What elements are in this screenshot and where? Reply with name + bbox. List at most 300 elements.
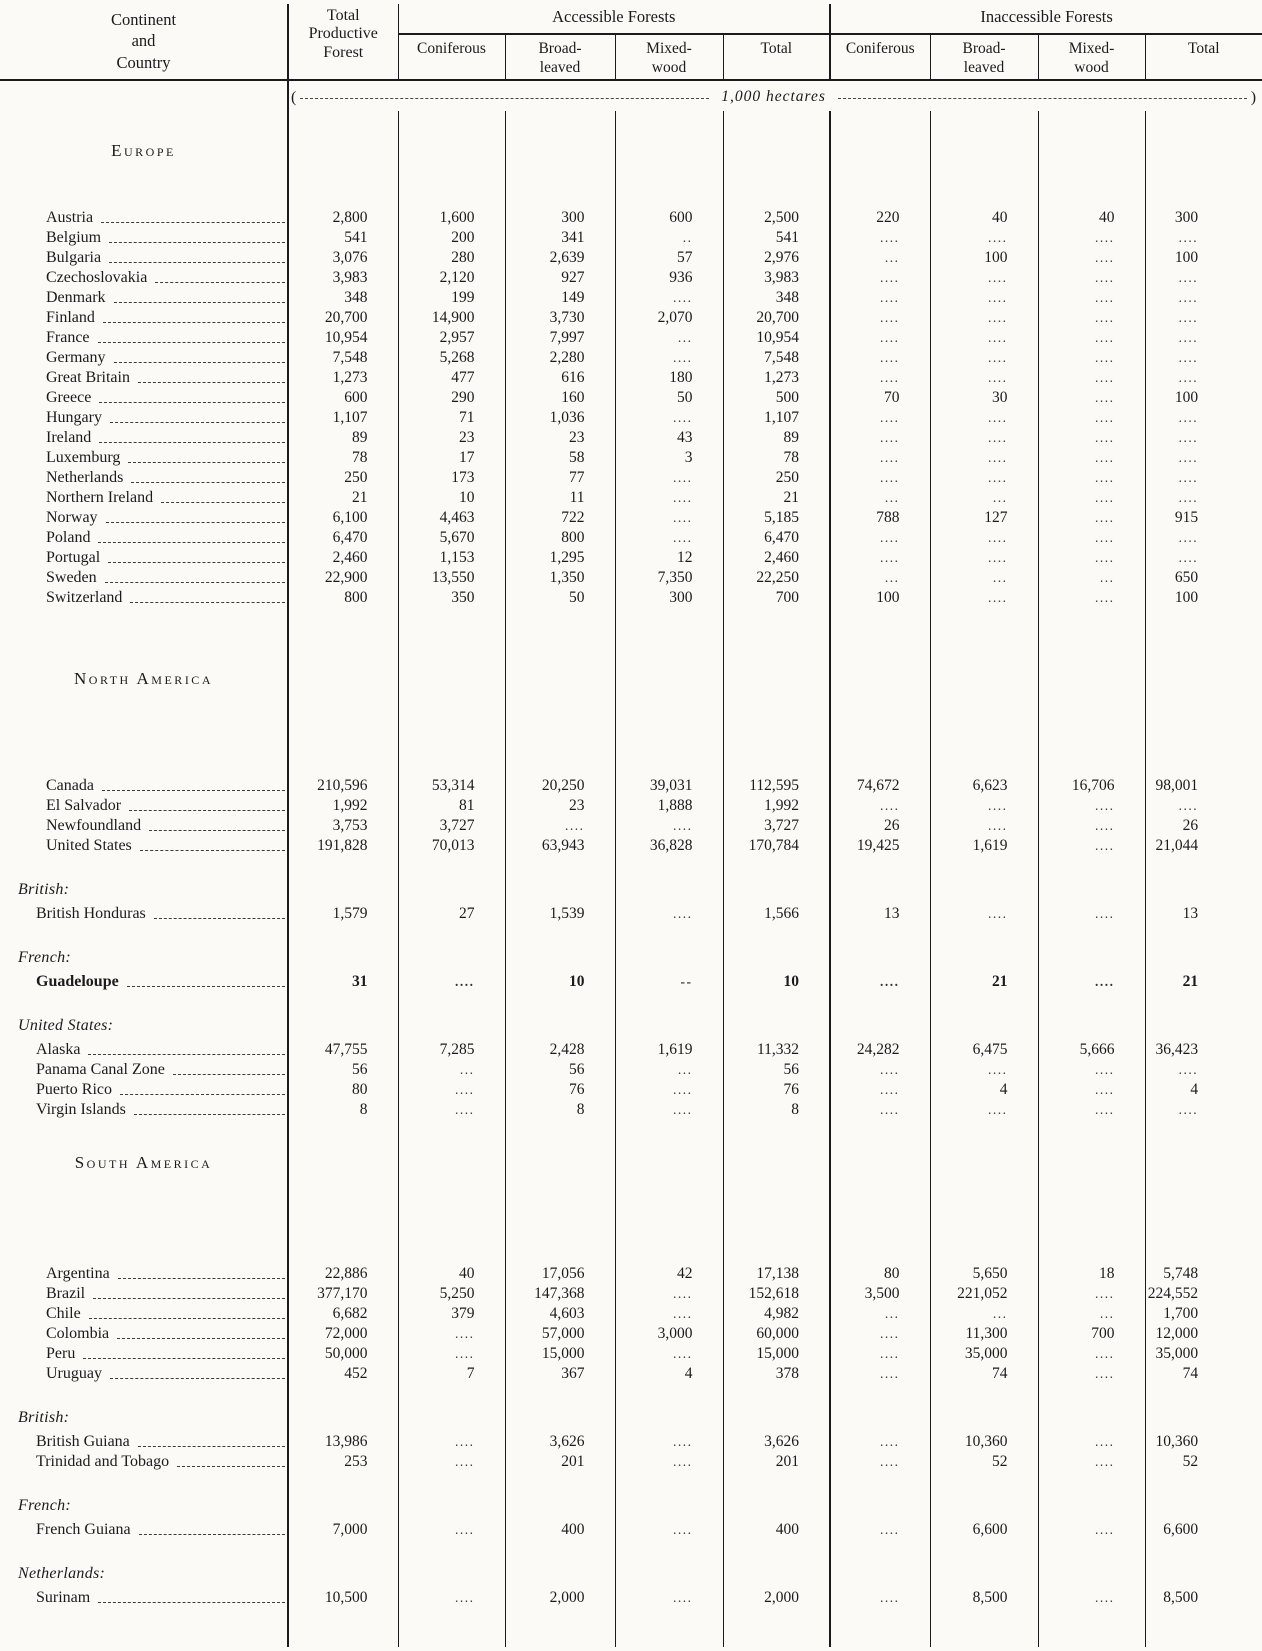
col-header-inaccessible-mixedwood: Mixed- wood: [1038, 34, 1145, 80]
value-cell-accessible_broadleaved: 3,626: [505, 1431, 615, 1451]
group-cell: [830, 1405, 930, 1427]
value-cell-inaccessible_coniferous: ....: [830, 795, 930, 815]
section-cell: [1145, 137, 1262, 163]
value-cell-inaccessible_broadleaved: ....: [930, 903, 1038, 923]
country-name: Austria: [46, 209, 94, 226]
value-cell-inaccessible_broadleaved: ....: [930, 1099, 1038, 1119]
country-name: Netherlands: [46, 469, 124, 486]
value-cell-inaccessible_mixedwood: ....: [1038, 367, 1145, 387]
value-cell-inaccessible_broadleaved: 4: [930, 1079, 1038, 1099]
value-cell-inaccessible_coniferous: ....: [830, 1431, 930, 1451]
spacer-cell: [288, 111, 398, 137]
value-cell-accessible_total: 400: [723, 1519, 830, 1539]
country-name-cell: [0, 1283, 288, 1303]
value-cell-inaccessible_broadleaved: ...: [930, 1303, 1038, 1323]
spacer-cell: [0, 111, 288, 137]
country-row: [0, 567, 1262, 587]
country-name-cell: [0, 1451, 288, 1471]
country-row: [0, 1263, 1262, 1283]
value-cell-inaccessible_mixedwood: 18: [1038, 1263, 1145, 1283]
value-cell-accessible_coniferous: ....: [398, 1323, 505, 1343]
value-cell-inaccessible_mixedwood: ...: [1038, 567, 1145, 587]
group-cell: [505, 1561, 615, 1583]
value-cell-accessible_coniferous: ....: [398, 1343, 505, 1363]
spacer-cell: [1038, 991, 1145, 1013]
value-cell-accessible_coniferous: 4,463: [398, 507, 505, 527]
value-cell-accessible_mixedwood: ....: [615, 1079, 723, 1099]
value-cell-accessible_mixedwood: ....: [615, 487, 723, 507]
value-cell-total_productive_forest: 13,986: [288, 1431, 398, 1451]
country-row: [0, 327, 1262, 347]
spacer-cell: [505, 163, 615, 207]
country-cell: [0, 448, 287, 467]
value-cell-accessible_broadleaved: 927: [505, 267, 615, 287]
value-cell-accessible_total: 170,784: [723, 835, 830, 855]
spacer-cell: [830, 607, 930, 665]
section-cell: [398, 1149, 505, 1175]
value-cell-inaccessible_total: 8,500: [1145, 1587, 1262, 1607]
spacer-cell: [0, 1383, 288, 1405]
value-cell-inaccessible_mixedwood: ....: [1038, 447, 1145, 467]
value-cell-inaccessible_broadleaved: ....: [930, 287, 1038, 307]
spacer-cell: [830, 1607, 930, 1647]
value-cell-inaccessible_coniferous: 26: [830, 815, 930, 835]
value-cell-accessible_total: 201: [723, 1451, 830, 1471]
section-cell: [1145, 1149, 1262, 1175]
value-cell-accessible_total: 7,548: [723, 347, 830, 367]
value-cell-inaccessible_total: 300: [1145, 207, 1262, 227]
value-cell-inaccessible_coniferous: 788: [830, 507, 930, 527]
value-cell-inaccessible_mixedwood: ....: [1038, 1343, 1145, 1363]
dotted-leader: [103, 322, 285, 323]
dotted-leader: [149, 830, 285, 831]
spacer-cell: [1145, 991, 1262, 1013]
section-cell: [505, 665, 615, 691]
country-name: Belgium: [46, 229, 102, 246]
section-cell: [930, 1149, 1038, 1175]
value-cell-inaccessible_broadleaved: 52: [930, 1451, 1038, 1471]
spacer-cell: [930, 111, 1038, 137]
spacer-cell: [723, 991, 830, 1013]
country-cell: [0, 1080, 287, 1099]
country-name: British Guiana: [36, 1433, 130, 1450]
value-cell-accessible_total: 3,983: [723, 267, 830, 287]
value-cell-inaccessible_coniferous: ....: [830, 971, 930, 991]
country-cell: [0, 368, 287, 387]
country-name: Panama Canal Zone: [36, 1061, 165, 1078]
value-cell-inaccessible_total: 36,423: [1145, 1039, 1262, 1059]
country-name: Luxemburg: [46, 449, 121, 466]
value-cell-total_productive_forest: 377,170: [288, 1283, 398, 1303]
value-cell-inaccessible_broadleaved: ....: [930, 407, 1038, 427]
spacer-cell: [1038, 607, 1145, 665]
spacer-cell: [0, 1471, 288, 1493]
dashed-leader: [838, 98, 1247, 99]
country-cell: [0, 836, 287, 855]
spacer-cell: [615, 1119, 723, 1149]
spacer-cell: [505, 111, 615, 137]
group-label: British:: [18, 1409, 70, 1426]
country-cell: [0, 228, 287, 247]
group-cell: [830, 1561, 930, 1583]
spacer-cell: [288, 991, 398, 1013]
country-name: Peru: [46, 1345, 76, 1362]
value-cell-inaccessible_broadleaved: ....: [930, 527, 1038, 547]
spacer-cell: [615, 1607, 723, 1647]
group-cell: [0, 1013, 288, 1035]
section-cell: [830, 1149, 930, 1175]
country-name: Germany: [46, 349, 106, 366]
section-cell: [615, 665, 723, 691]
group-cell: [1145, 1493, 1262, 1515]
value-cell-inaccessible_mixedwood: ....: [1038, 427, 1145, 447]
spacer-cell: [505, 1175, 615, 1263]
country-row: [0, 227, 1262, 247]
group-cell: [830, 1013, 930, 1035]
value-cell-inaccessible_mixedwood: ....: [1038, 1587, 1145, 1607]
spacer-cell: [830, 163, 930, 207]
value-cell-inaccessible_coniferous: ....: [830, 1343, 930, 1363]
section-title: Europe: [111, 140, 176, 160]
section-cell: [288, 1149, 398, 1175]
spacer-cell: [830, 855, 930, 877]
value-cell-inaccessible_total: 650: [1145, 567, 1262, 587]
value-cell-inaccessible_coniferous: 13: [830, 903, 930, 923]
group-cell: [930, 1013, 1038, 1035]
value-cell-accessible_total: 15,000: [723, 1343, 830, 1363]
dashed-leader: [300, 98, 709, 99]
spacer-row: [0, 1383, 1262, 1405]
value-cell-accessible_coniferous: 477: [398, 367, 505, 387]
value-cell-accessible_coniferous: 71: [398, 407, 505, 427]
value-cell-accessible_total: 378: [723, 1363, 830, 1383]
country-cell: [0, 1588, 287, 1607]
value-cell-inaccessible_coniferous: ....: [830, 1059, 930, 1079]
country-name-cell: [0, 207, 288, 227]
value-cell-inaccessible_broadleaved: 11,300: [930, 1323, 1038, 1343]
country-name-cell: [0, 1431, 288, 1451]
value-cell-accessible_broadleaved: 7,997: [505, 327, 615, 347]
value-cell-accessible_broadleaved: 367: [505, 1363, 615, 1383]
value-cell-accessible_total: 76: [723, 1079, 830, 1099]
value-cell-accessible_broadleaved: 341: [505, 227, 615, 247]
spacer-row: [0, 855, 1262, 877]
header-line: Total: [326, 7, 360, 24]
spacer-cell: [1145, 1175, 1262, 1263]
value-cell-accessible_coniferous: ....: [398, 1587, 505, 1607]
value-cell-accessible_broadleaved: 50: [505, 587, 615, 607]
dotted-leader: [106, 522, 285, 523]
spacer-cell: [398, 1539, 505, 1561]
value-cell-accessible_total: 152,618: [723, 1283, 830, 1303]
value-cell-inaccessible_broadleaved: 40: [930, 207, 1038, 227]
value-cell-inaccessible_mixedwood: ....: [1038, 971, 1145, 991]
group-cell: [930, 945, 1038, 967]
country-name-cell: [0, 1039, 288, 1059]
country-name-cell: [0, 775, 288, 795]
spacer-cell: [930, 1607, 1038, 1647]
spacer-cell: [288, 1471, 398, 1493]
value-cell-inaccessible_broadleaved: ....: [930, 427, 1038, 447]
spacer-cell: [723, 1539, 830, 1561]
country-cell: [0, 248, 287, 267]
section-cell: [1038, 1149, 1145, 1175]
country-row: [0, 407, 1262, 427]
section-cell: [930, 665, 1038, 691]
spacer-cell: [505, 923, 615, 945]
group-cell: [615, 945, 723, 967]
value-cell-total_productive_forest: 348: [288, 287, 398, 307]
value-cell-accessible_total: 10: [723, 971, 830, 991]
country-name-cell: [0, 427, 288, 447]
value-cell-inaccessible_total: 100: [1145, 247, 1262, 267]
country-name: Portugal: [46, 549, 101, 566]
value-cell-inaccessible_total: ....: [1145, 1059, 1262, 1079]
value-cell-accessible_total: 1,273: [723, 367, 830, 387]
value-cell-accessible_broadleaved: 56: [505, 1059, 615, 1079]
value-cell-accessible_mixedwood: --: [615, 971, 723, 991]
value-cell-inaccessible_mixedwood: 40: [1038, 207, 1145, 227]
group-cell: [398, 1405, 505, 1427]
value-cell-total_productive_forest: 8: [288, 1099, 398, 1119]
value-cell-accessible_broadleaved: 1,295: [505, 547, 615, 567]
group-cell: [1145, 945, 1262, 967]
value-cell-inaccessible_total: 52: [1145, 1451, 1262, 1471]
spacer-cell: [1038, 1383, 1145, 1405]
country-name-cell: [0, 467, 288, 487]
value-cell-inaccessible_mixedwood: ....: [1038, 387, 1145, 407]
value-cell-accessible_mixedwood: ....: [615, 903, 723, 923]
country-row: [0, 1519, 1262, 1539]
country-row: [0, 1587, 1262, 1607]
value-cell-inaccessible_coniferous: ....: [830, 447, 930, 467]
value-cell-inaccessible_broadleaved: 8,500: [930, 1587, 1038, 1607]
country-cell: [0, 308, 287, 327]
value-cell-inaccessible_coniferous: ....: [830, 267, 930, 287]
value-cell-inaccessible_broadleaved: 6,475: [930, 1039, 1038, 1059]
value-cell-total_productive_forest: 210,596: [288, 775, 398, 795]
spacer-cell: [1038, 163, 1145, 207]
value-cell-accessible_coniferous: 23: [398, 427, 505, 447]
spacer-cell: [398, 607, 505, 665]
dotted-leader: [120, 1094, 285, 1095]
value-cell-accessible_total: 21: [723, 487, 830, 507]
spacer-cell: [505, 1471, 615, 1493]
country-cell: [0, 972, 287, 991]
value-cell-accessible_broadleaved: 11: [505, 487, 615, 507]
group-cell: [930, 1561, 1038, 1583]
value-cell-inaccessible_mixedwood: ....: [1038, 795, 1145, 815]
value-cell-inaccessible_coniferous: ...: [830, 487, 930, 507]
group-label-row: [0, 945, 1262, 967]
value-cell-accessible_coniferous: ....: [398, 1099, 505, 1119]
country-row: [0, 835, 1262, 855]
spacer-cell: [398, 1119, 505, 1149]
country-name-cell: [0, 287, 288, 307]
spacer-cell: [0, 607, 288, 665]
spacer-cell: [1038, 855, 1145, 877]
value-cell-accessible_total: 10,954: [723, 327, 830, 347]
spacer-cell: [505, 991, 615, 1013]
group-cell: [615, 1013, 723, 1035]
spacer-cell: [505, 607, 615, 665]
value-cell-accessible_mixedwood: 3,000: [615, 1323, 723, 1343]
group-cell: [1145, 877, 1262, 899]
value-cell-inaccessible_mixedwood: ....: [1038, 507, 1145, 527]
group-cell: [830, 945, 930, 967]
value-cell-inaccessible_total: ....: [1145, 467, 1262, 487]
country-name: Guadeloupe: [36, 973, 119, 990]
col-header-inaccessible-broadleaved: Broad- leaved: [930, 34, 1038, 80]
units-open-paren: (: [291, 89, 297, 106]
value-cell-inaccessible_total: ....: [1145, 547, 1262, 567]
country-name-cell: [0, 307, 288, 327]
value-cell-inaccessible_total: 6,600: [1145, 1519, 1262, 1539]
value-cell-inaccessible_total: ....: [1145, 347, 1262, 367]
spacer-cell: [398, 923, 505, 945]
value-cell-accessible_mixedwood: ....: [615, 287, 723, 307]
group-label: Netherlands:: [18, 1565, 106, 1582]
value-cell-inaccessible_coniferous: ....: [830, 427, 930, 447]
country-name-cell: [0, 1587, 288, 1607]
value-cell-accessible_coniferous: 5,250: [398, 1283, 505, 1303]
value-cell-inaccessible_total: 224,552: [1145, 1283, 1262, 1303]
country-row: [0, 1451, 1262, 1471]
country-row: [0, 1323, 1262, 1343]
value-cell-accessible_coniferous: ....: [398, 1519, 505, 1539]
spacer-cell: [1145, 1539, 1262, 1561]
value-cell-accessible_total: 1,107: [723, 407, 830, 427]
value-cell-accessible_total: 2,976: [723, 247, 830, 267]
value-cell-accessible_coniferous: 2,957: [398, 327, 505, 347]
value-cell-total_productive_forest: 7,000: [288, 1519, 398, 1539]
col-header-inaccessible-coniferous: Coniferous: [830, 34, 930, 80]
group-cell: [1038, 1013, 1145, 1035]
value-cell-total_productive_forest: 541: [288, 227, 398, 247]
spacer-cell: [930, 607, 1038, 665]
country-cell: [0, 428, 287, 447]
spacer-cell: [1145, 1383, 1262, 1405]
value-cell-accessible_coniferous: 53,314: [398, 775, 505, 795]
group-cell: [1038, 1405, 1145, 1427]
country-cell: [0, 1304, 287, 1323]
value-cell-inaccessible_mixedwood: ....: [1038, 903, 1145, 923]
section-cell: [830, 137, 930, 163]
value-cell-accessible_broadleaved: 400: [505, 1519, 615, 1539]
spacer-cell: [398, 1175, 505, 1263]
value-cell-accessible_total: 17,138: [723, 1263, 830, 1283]
value-cell-accessible_coniferous: 1,600: [398, 207, 505, 227]
section-cell: [0, 1149, 288, 1175]
value-cell-inaccessible_broadleaved: ....: [930, 267, 1038, 287]
value-cell-accessible_mixedwood: ....: [615, 1283, 723, 1303]
country-cell: [0, 1264, 287, 1283]
spacer-cell: [723, 111, 830, 137]
spacer-cell: [930, 1119, 1038, 1149]
group-cell: [615, 1493, 723, 1515]
country-name: British Honduras: [36, 905, 146, 922]
value-cell-inaccessible_coniferous: ....: [830, 367, 930, 387]
spacer-cell: [723, 607, 830, 665]
spacer-cell: [830, 691, 930, 775]
country-cell: [0, 528, 287, 547]
value-cell-accessible_broadleaved: 2,428: [505, 1039, 615, 1059]
value-cell-total_productive_forest: 6,470: [288, 527, 398, 547]
country-row: [0, 1303, 1262, 1323]
section-cell: [398, 665, 505, 691]
group-cell: [505, 1405, 615, 1427]
dotted-leader: [101, 222, 285, 223]
value-cell-inaccessible_coniferous: ....: [830, 1587, 930, 1607]
value-cell-inaccessible_total: 1,700: [1145, 1303, 1262, 1323]
value-cell-accessible_coniferous: 7,285: [398, 1039, 505, 1059]
value-cell-total_productive_forest: 78: [288, 447, 398, 467]
value-cell-inaccessible_total: ....: [1145, 267, 1262, 287]
country-name: Greece: [46, 389, 92, 406]
value-cell-accessible_coniferous: 5,670: [398, 527, 505, 547]
spacer-cell: [1038, 111, 1145, 137]
group-cell: [1038, 945, 1145, 967]
group-label: United States:: [18, 1017, 114, 1034]
country-name: Canada: [46, 777, 94, 794]
country-name-cell: [0, 407, 288, 427]
spacer-cell: [0, 691, 288, 775]
value-cell-inaccessible_mixedwood: ....: [1038, 327, 1145, 347]
value-cell-inaccessible_coniferous: ....: [830, 1363, 930, 1383]
country-row: [0, 775, 1262, 795]
value-cell-accessible_broadleaved: 160: [505, 387, 615, 407]
spacer-cell: [398, 1471, 505, 1493]
country-cell: [0, 348, 287, 367]
spacer-cell: [723, 163, 830, 207]
group-cell: [615, 1561, 723, 1583]
value-cell-total_productive_forest: 7,548: [288, 347, 398, 367]
value-cell-inaccessible_mixedwood: ....: [1038, 227, 1145, 247]
dotted-leader: [134, 1114, 285, 1115]
country-name: Poland: [46, 529, 91, 546]
value-cell-total_productive_forest: 31: [288, 971, 398, 991]
value-cell-inaccessible_coniferous: ...: [830, 567, 930, 587]
spacer-row: [0, 691, 1262, 775]
value-cell-inaccessible_broadleaved: ....: [930, 467, 1038, 487]
spacer-row: [0, 111, 1262, 137]
value-cell-accessible_mixedwood: ....: [615, 507, 723, 527]
country-row: [0, 587, 1262, 607]
country-row: [0, 1283, 1262, 1303]
spacer-cell: [288, 607, 398, 665]
value-cell-accessible_total: 11,332: [723, 1039, 830, 1059]
value-cell-inaccessible_coniferous: 3,500: [830, 1283, 930, 1303]
country-name-cell: [0, 507, 288, 527]
spacer-row: [0, 163, 1262, 207]
spacer-cell: [1145, 163, 1262, 207]
country-name: Virgin Islands: [36, 1101, 126, 1118]
value-cell-accessible_broadleaved: 201: [505, 1451, 615, 1471]
value-cell-accessible_broadleaved: 147,368: [505, 1283, 615, 1303]
value-cell-accessible_total: 6,470: [723, 527, 830, 547]
spacer-cell: [1038, 923, 1145, 945]
value-cell-inaccessible_total: 35,000: [1145, 1343, 1262, 1363]
spacer-row: [0, 607, 1262, 665]
value-cell-accessible_mixedwood: 43: [615, 427, 723, 447]
spacer-cell: [0, 991, 288, 1013]
value-cell-accessible_mixedwood: ....: [615, 1303, 723, 1323]
country-row: [0, 487, 1262, 507]
section-cell: [505, 1149, 615, 1175]
country-name: Czechoslovakia: [46, 269, 148, 286]
spacer-cell: [398, 1607, 505, 1647]
country-cell: [0, 904, 287, 923]
